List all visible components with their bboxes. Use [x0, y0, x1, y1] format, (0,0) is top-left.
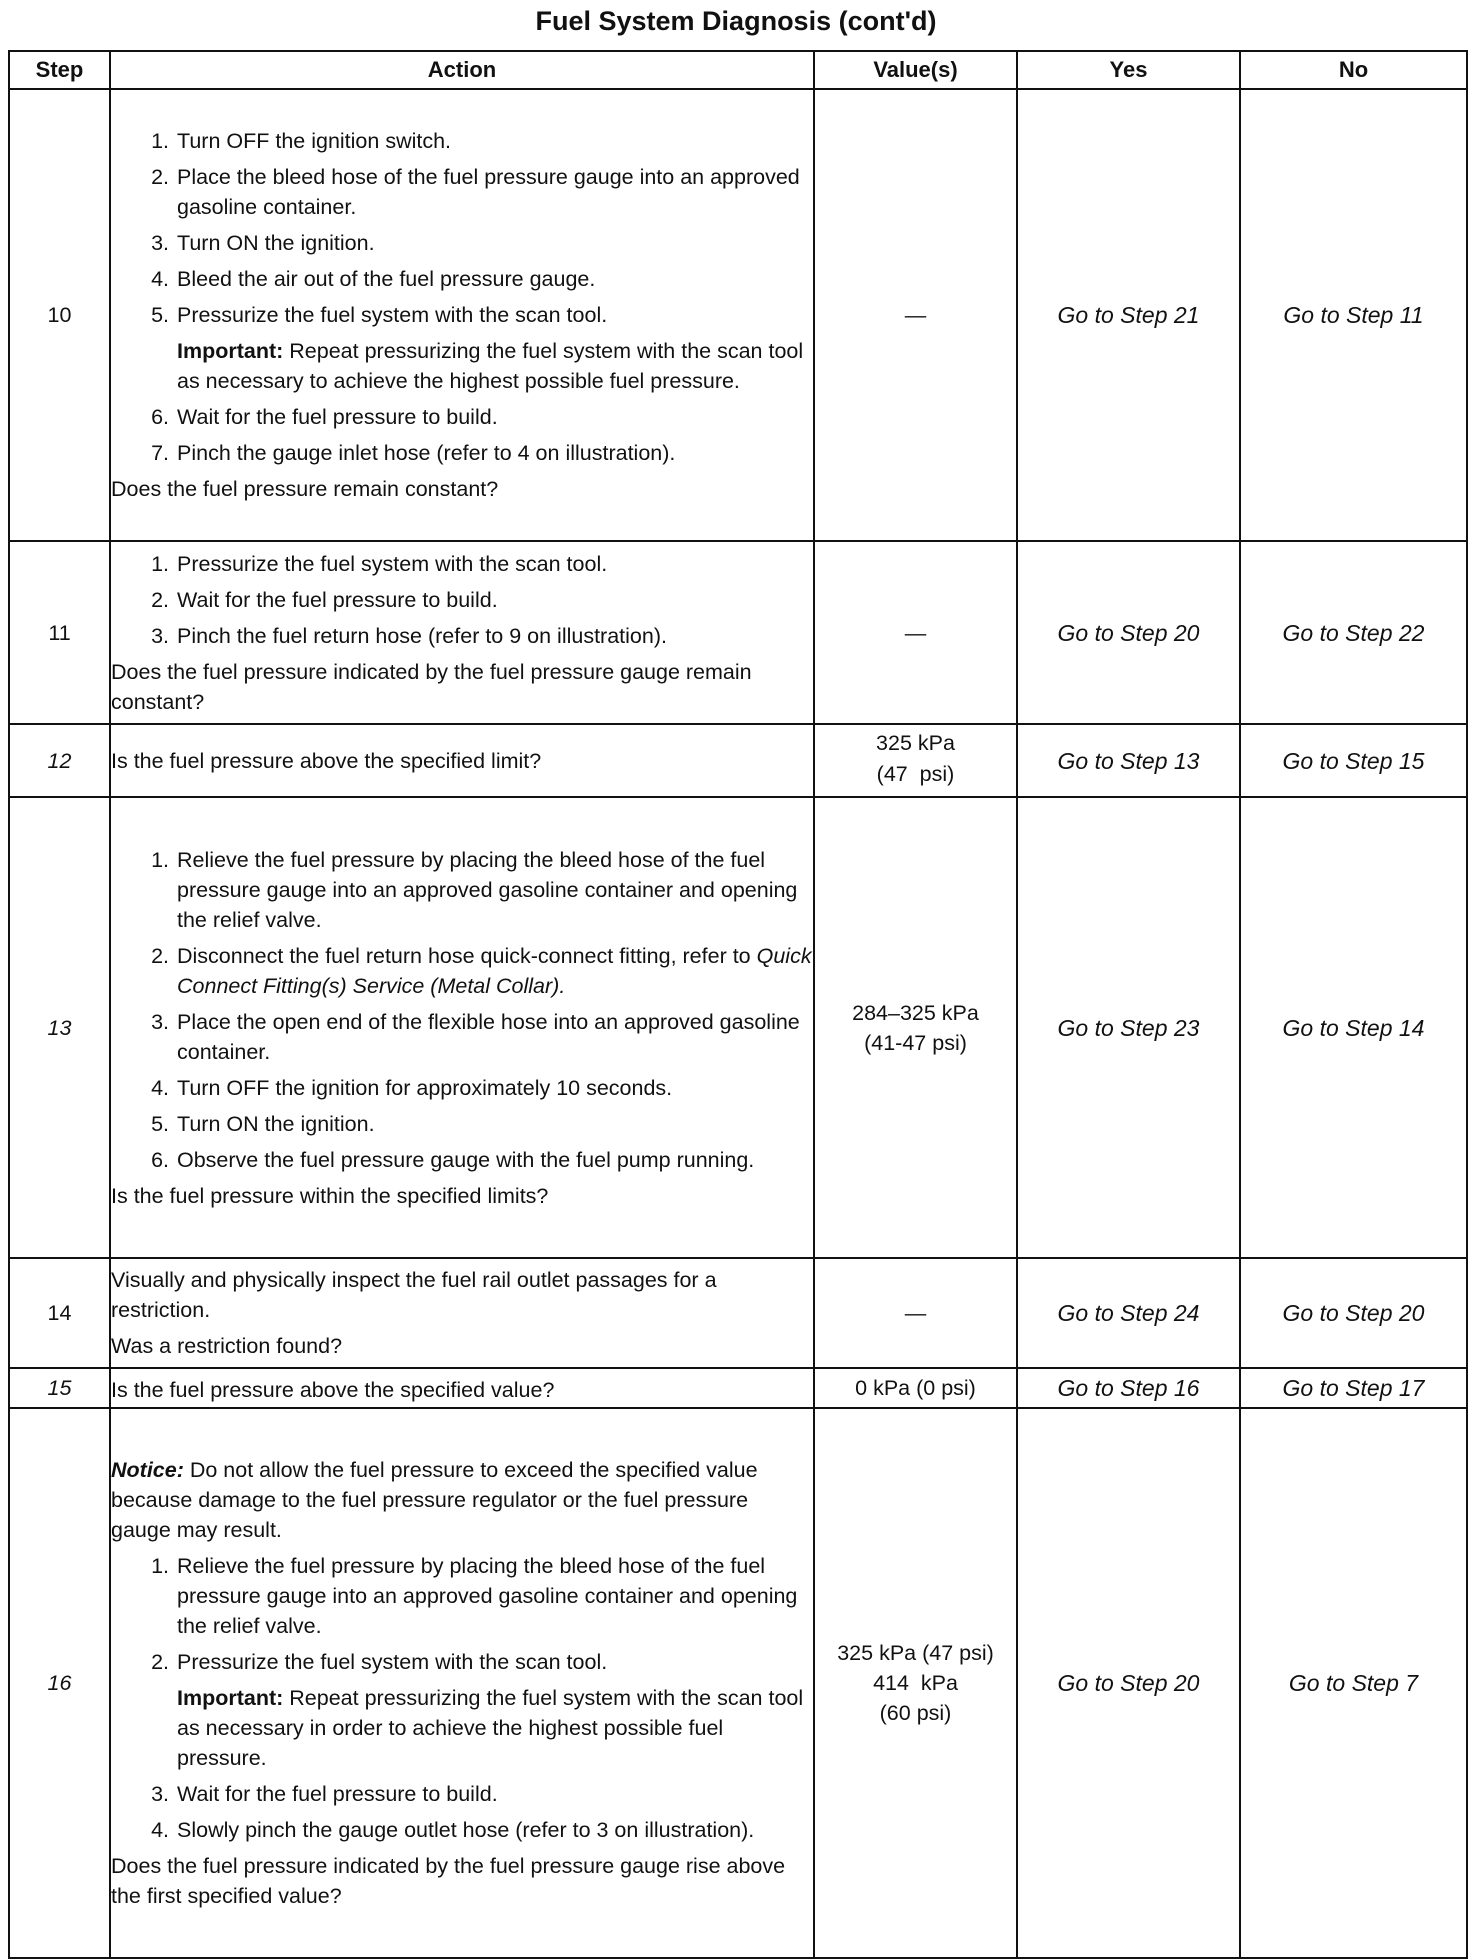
list-item: 6. Wait for the fuel pressure to build.	[151, 405, 498, 429]
list-item: 3. Wait for the fuel pressure to build.	[151, 1782, 498, 1806]
question-text: Is the fuel pressure within the specified limits?	[111, 1183, 549, 1208]
value-cell: 325 kPa (47 psi)	[814, 724, 1017, 797]
list-item: 6. Observe the fuel pressure gauge with the fuel pump running.	[151, 1147, 755, 1172]
question-text: Does the fuel pressure indicated by the fuel pressure gauge rise above the first specified value?	[111, 1854, 786, 1908]
table-row	[9, 1368, 1467, 1408]
step-number: 15	[9, 1368, 110, 1408]
question-text: Does the fuel pressure indicated by the fuel pressure gauge remain constant?	[111, 659, 752, 714]
list-item: 2. Disconnect the fuel return hose quick-connect fitting, refer to Quick Connect Fitting(s) Service (Metal Collar).	[151, 943, 812, 998]
header-no: No	[1240, 51, 1467, 89]
step-number: 14	[9, 1258, 110, 1368]
list-item: 2. Pressurize the fuel system with the scan tool.	[151, 1650, 608, 1674]
action-cell	[110, 797, 814, 1258]
yes-cell: Go to Step 23	[1017, 797, 1240, 1258]
table-row	[9, 797, 1467, 1258]
header-action: Action	[110, 51, 814, 89]
no-cell: Go to Step 11	[1240, 89, 1467, 541]
yes-cell: Go to Step 16	[1017, 1368, 1240, 1408]
table-row	[9, 541, 1467, 724]
list-item: 1. Pressurize the fuel system with the scan tool.	[151, 551, 608, 576]
value-cell: —	[814, 541, 1017, 724]
header-yes: Yes	[1017, 51, 1240, 89]
value-cell: —	[814, 89, 1017, 541]
no-cell: Go to Step 22	[1240, 541, 1467, 724]
yes-cell: Go to Step 21	[1017, 89, 1240, 541]
list-item: 4. Turn OFF the ignition for approximately 10 seconds.	[151, 1075, 673, 1100]
value-cell: 0 kPa (0 psi)	[814, 1368, 1017, 1408]
step-number: 16	[9, 1408, 110, 1958]
value-cell: 284–325 kPa (41-47 psi)	[814, 797, 1017, 1258]
page-title: Fuel System Diagnosis (cont'd)	[535, 6, 937, 36]
question-text: Does the fuel pressure remain constant?	[111, 477, 499, 501]
list-item: 2. Place the bleed hose of the fuel pressure gauge into an approved gasoline container.	[151, 165, 800, 219]
list-item: 4. Slowly pinch the gauge outlet hose (refer to 3 on illustration).	[151, 1818, 755, 1842]
table-row	[9, 1408, 1467, 1958]
action-cell	[110, 541, 814, 724]
action-text: Visually and physically inspect the fuel rail outlet passages for a restriction.	[111, 1268, 717, 1322]
list-item: 3. Place the open end of the flexible hose into an approved gasoline container.	[151, 1009, 800, 1064]
value-cell: —	[814, 1258, 1017, 1368]
important-note: Important: Repeat pressurizing the fuel system with the scan tool as necessary to achieve the highest possible fuel pressure.	[177, 339, 804, 393]
table-row	[9, 89, 1467, 541]
list-item: 1. Relieve the fuel pressure by placing the bleed hose of the fuel pressure gauge into an approved gasoline container and opening the relief valve.	[151, 847, 798, 932]
table-row	[9, 1258, 1467, 1368]
header-row	[9, 51, 1467, 89]
no-cell: Go to Step 20	[1240, 1258, 1467, 1368]
question-text: Is the fuel pressure above the specified limit?	[111, 748, 542, 773]
list-item: 3. Turn ON the ignition.	[151, 231, 375, 255]
list-item: 7. Pinch the gauge inlet hose (refer to 4 on illustration).	[151, 441, 676, 465]
list-item: 1. Turn OFF the ignition switch.	[151, 129, 452, 153]
no-cell: Go to Step 14	[1240, 797, 1467, 1258]
action-cell	[110, 1258, 814, 1368]
step-number: 11	[9, 541, 110, 724]
important-note: Important: Repeat pressurizing the fuel system with the scan tool as necessary in order to achieve the highest possible fuel pressure.	[177, 1686, 804, 1770]
list-item: 1. Relieve the fuel pressure by placing the bleed hose of the fuel pressure gauge into an approved gasoline container and opening the relief valve.	[151, 1554, 798, 1638]
value-cell: 325 kPa (47 psi) 414 kPa (60 psi)	[814, 1408, 1017, 1958]
notice-note: Notice: Do not allow the fuel pressure to exceed the specified value because damage to the fuel pressure regulator or the fuel pressure gauge may result.	[111, 1458, 758, 1542]
list-item: 3. Pinch the fuel return hose (refer to 9 on illustration).	[151, 623, 667, 648]
header-step: Step	[9, 51, 110, 89]
list-item: 5. Pressurize the fuel system with the scan tool.	[151, 303, 608, 327]
list-item: 4. Bleed the air out of the fuel pressure gauge.	[151, 267, 596, 291]
yes-cell: Go to Step 24	[1017, 1258, 1240, 1368]
list-item: 2. Wait for the fuel pressure to build.	[151, 587, 498, 612]
header-values: Value(s)	[814, 51, 1017, 89]
action-cell	[110, 1408, 814, 1958]
no-cell: Go to Step 15	[1240, 724, 1467, 797]
no-cell: Go to Step 17	[1240, 1368, 1467, 1408]
action-cell	[110, 1368, 814, 1408]
action-cell	[110, 89, 814, 541]
step-number: 10	[9, 89, 110, 541]
table-row	[9, 724, 1467, 797]
question-text: Is the fuel pressure above the specified value?	[111, 1377, 555, 1402]
yes-cell: Go to Step 20	[1017, 1408, 1240, 1958]
question-text: Was a restriction found?	[111, 1334, 343, 1358]
list-item: 5. Turn ON the ignition.	[151, 1111, 375, 1136]
no-cell: Go to Step 7	[1240, 1408, 1467, 1958]
yes-cell: Go to Step 13	[1017, 724, 1240, 797]
step-number: 12	[9, 724, 110, 797]
step-number: 13	[9, 797, 110, 1258]
yes-cell: Go to Step 20	[1017, 541, 1240, 724]
action-cell	[110, 724, 814, 797]
diagnosis-table	[8, 50, 1468, 1959]
